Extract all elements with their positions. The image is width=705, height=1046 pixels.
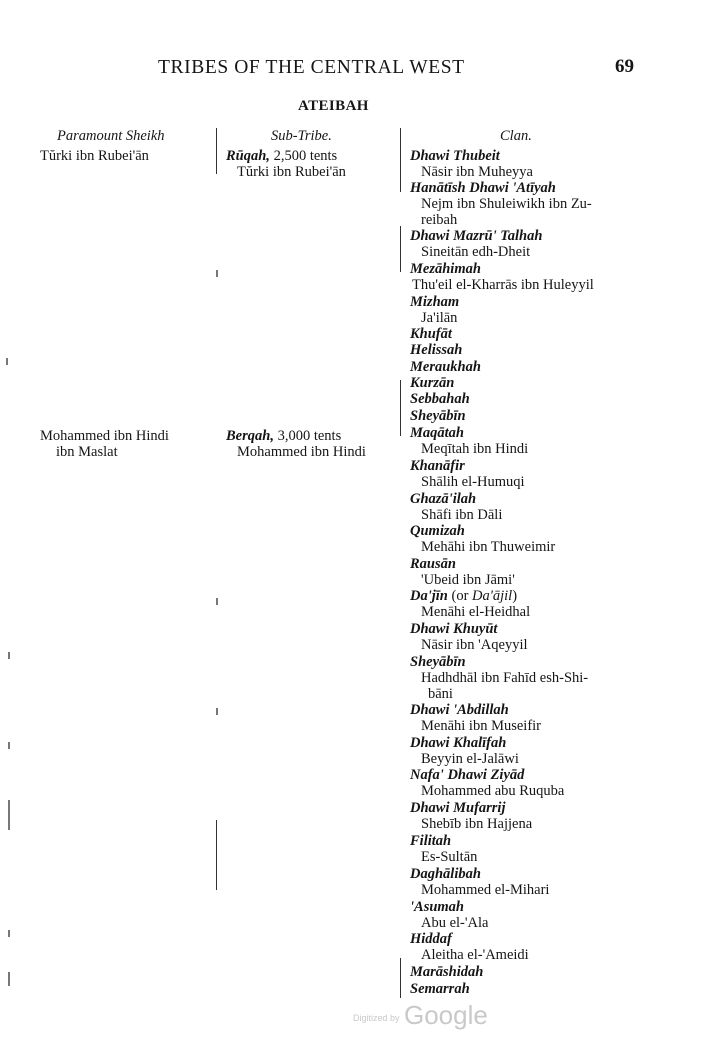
sheikh-name: Tŭrki ibn Rubei'ān (40, 148, 149, 164)
sheikh-name: Mohammed ibn Hindi (40, 428, 169, 444)
clan-name: Mezāhimah (410, 261, 481, 277)
clan-sheikh: Nejm ibn Shuleiwikh ibn Zu- (421, 196, 592, 212)
column-divider (400, 958, 401, 998)
clan-name: Dhawi Mufarrij (410, 800, 506, 816)
clan-name: Hiddaf (410, 931, 452, 947)
clan-name: Marāshidah (410, 964, 484, 980)
clan-sheikh: Mohammed el-Mihari (421, 882, 550, 898)
clan-name: Sebbahah (410, 391, 470, 407)
google-logo: Google (403, 1000, 488, 1030)
column-header-clan: Clan. (500, 128, 532, 144)
clan-name: Dhawi Thubeit (410, 148, 500, 164)
clan-name: 'Asumah (410, 899, 464, 915)
sheikh-name: ibn Maslat (56, 444, 118, 460)
scan-mark (8, 742, 10, 749)
column-divider (400, 226, 401, 272)
clan-name: Hanātīsh Dhawi 'Atīyah (410, 180, 556, 196)
scan-mark (216, 598, 218, 605)
clan-name: Dhawi Mazrū' Talhah (410, 228, 543, 244)
scan-mark (8, 930, 10, 937)
clan-sheikh: Menāhi ibn Museifir (421, 718, 542, 734)
clan-sheikh: reibah (421, 212, 458, 228)
clan-name: Nafa' Dhawi Ziyād (410, 767, 525, 783)
clan-name: Khanāfir (410, 458, 465, 474)
subtribe-entry (226, 148, 337, 165)
clan-sheikh: Thu'eil el-Kharrās ibn Huleyyil (412, 277, 594, 293)
clan-sheikh: Hadhdhāl ibn Fahīd esh-Shi- (421, 670, 589, 686)
clan-name: Rausān (410, 556, 456, 572)
scan-mark (8, 972, 10, 986)
scan-mark (216, 270, 218, 277)
clan-alt-name: Da'ājil (472, 588, 513, 604)
subtribe-name: Berqah, (226, 428, 274, 444)
column-divider (400, 128, 401, 192)
clan-name: Meraukhah (410, 359, 481, 375)
scan-mark (8, 652, 10, 659)
clan-sheikh: Meqītah ibn Hindi (421, 441, 529, 457)
clan-sheikh: Beyyin el-Jalāwi (421, 751, 519, 767)
subtribe-name: Rūqah, (226, 148, 270, 164)
watermark-prefix: Digitized by (353, 1013, 400, 1023)
clan-name: Mizham (410, 294, 460, 310)
clan-sheikh: Aleitha el-'Ameidi (421, 947, 529, 963)
clan-sheikh: Mehāhi ibn Thuweimir (421, 539, 556, 555)
clan-name: Dhawi 'Abdillah (410, 702, 509, 718)
page-title: TRIBES OF THE CENTRAL WEST (158, 57, 465, 78)
column-header-sheikh: Paramount Sheikh (57, 128, 165, 144)
clan-name: Khufāt (410, 326, 452, 342)
scan-mark (216, 708, 218, 715)
clan-name: Maqātah (410, 425, 464, 441)
clan-name: Kurzān (410, 375, 455, 391)
column-divider (216, 820, 217, 890)
clan-name: Qumizah (410, 523, 465, 539)
clan-name: Filitah (410, 833, 452, 849)
clan-sheikh: bāni (428, 686, 453, 702)
clan-sheikh: Mohammed abu Ruquba (421, 783, 565, 799)
column-header-subtribe: Sub-Tribe. (271, 128, 332, 144)
section-heading: ATEIBAH (298, 98, 369, 114)
clan-name: Dhawi Khuyūt (410, 621, 498, 637)
clan-sheikh: Sineitān edh-Dheit (421, 244, 531, 260)
clan-name: Ghazā'ilah (410, 491, 477, 507)
clan-sheikh: Abu el-'Ala (421, 915, 489, 931)
subtribe-chief: Tŭrki ibn Rubei'ān (237, 164, 346, 180)
clan-sheikh: Ja'ilān (421, 310, 458, 326)
clan-name: Sheyābīn (410, 408, 466, 424)
subtribe-entry (226, 428, 341, 445)
clan-name: Daghālibah (410, 866, 481, 882)
clan-sheikh: Nāsir ibn Muheyya (421, 164, 533, 180)
subtribe-chief: Mohammed ibn Hindi (237, 444, 366, 460)
scan-mark (6, 358, 8, 365)
clan-entry (410, 588, 517, 605)
clan-sheikh: Nāsir ibn 'Aqeyyil (421, 637, 528, 653)
watermark (353, 1000, 488, 1031)
subtribe-tents: 3,000 tents (273, 428, 342, 444)
clan-alt-text: (or (447, 588, 473, 604)
scan-mark (8, 800, 10, 830)
page-number: 69 (615, 56, 634, 77)
clan-sheikh: Shebīb ibn Hajjena (421, 816, 533, 832)
clan-sheikh: Menāhi el-Heidhal (421, 604, 531, 620)
clan-name: Semarrah (410, 981, 470, 997)
subtribe-tents: 2,500 tents (269, 148, 338, 164)
column-divider (400, 380, 401, 436)
clan-name: Helissah (410, 342, 463, 358)
clan-sheikh: Es-Sultān (421, 849, 478, 865)
clan-sheikh: Shālih el-Humuqi (421, 474, 525, 490)
clan-name: Da'jīn (410, 588, 448, 604)
column-divider (216, 128, 217, 174)
clan-alt-close: ) (512, 588, 518, 604)
clan-sheikh: 'Ubeid ibn Jāmi' (421, 572, 515, 588)
clan-sheikh: Shāfi ibn Dāli (421, 507, 503, 523)
clan-name: Dhawi Khalīfah (410, 735, 507, 751)
clan-name: Sheyābīn (410, 654, 466, 670)
